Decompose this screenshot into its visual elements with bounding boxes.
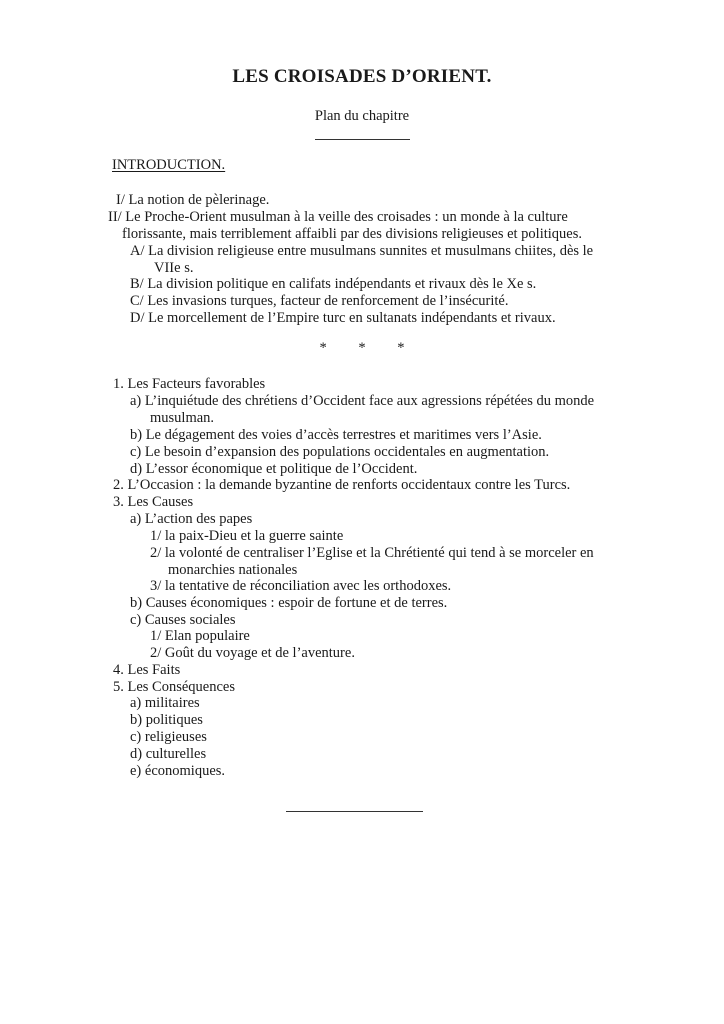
- outline-3a-3: 3/ la tentative de réconciliation avec les orthodoxes.: [150, 578, 452, 594]
- outline-5: 5. Les Conséquences: [113, 679, 236, 695]
- intro-item-2a-continuation: VIIe s.: [154, 260, 194, 276]
- intro-item-2a: A/ La division religieuse entre musulmans sunnites et musulmans chiites, dès le: [130, 243, 594, 259]
- outline-5e: e) économiques.: [130, 763, 226, 779]
- outline-3a-2: 2/ la volonté de centraliser l’Eglise et la Chrétienté qui tend à se morceler en: [150, 545, 594, 561]
- intro-item-2d: D/ Le morcellement de l’Empire turc en sultanats indépendants et rivaux.: [130, 310, 556, 326]
- outline-1c: c) Le besoin d’expansion des populations occidentales en augmentation.: [130, 444, 550, 460]
- outline-5b: b) politiques: [130, 712, 203, 728]
- document-subtitle: Plan du chapitre: [314, 108, 410, 124]
- outline-1a-continuation: musulman.: [150, 410, 215, 426]
- intro-item-2b: B/ La division politique en califats indépendants et rivaux dès le Xe s.: [130, 276, 537, 292]
- outline-1b: b) Le dégagement des voies d’accès terrestres et maritimes vers l’Asie.: [130, 427, 542, 443]
- outline-5c: c) religieuses: [130, 729, 207, 745]
- outline-3c: c) Causes sociales: [130, 612, 236, 628]
- outline-4: 4. Les Faits: [113, 662, 181, 678]
- outline-3a-2-continuation: monarchies nationales: [168, 562, 298, 578]
- outline-1a: a) L’inquiétude des chrétiens d’Occident face aux agressions répétées du monde: [130, 393, 595, 409]
- section-separator: * * *: [319, 340, 405, 356]
- outline-3c-2: 2/ Goût du voyage et de l’aventure.: [150, 645, 355, 661]
- outline-3: 3. Les Causes: [113, 494, 194, 510]
- outline-3b: b) Causes économiques : espoir de fortune et de terres.: [130, 595, 448, 611]
- intro-item-2-continuation: florissante, mais terriblement affaibli par des divisions religieuses et politiques.: [122, 226, 582, 242]
- introduction-heading: INTRODUCTION.: [112, 157, 226, 173]
- outline-3a-1: 1/ la paix-Dieu et la guerre sainte: [150, 528, 344, 544]
- intro-item-1: I/ La notion de pèlerinage.: [116, 192, 270, 208]
- intro-item-2c: C/ Les invasions turques, facteur de renforcement de l’insécurité.: [130, 293, 509, 309]
- intro-item-2: II/ Le Proche-Orient musulman à la veille des croisades : un monde à la culture: [108, 209, 568, 225]
- outline-1: 1. Les Facteurs favorables: [113, 376, 266, 392]
- outline-5a: a) militaires: [130, 695, 200, 711]
- subtitle-divider: [315, 139, 410, 140]
- outline-5d: d) culturelles: [130, 746, 207, 762]
- outline-3a: a) L’action des papes: [130, 511, 253, 527]
- document-title: LES CROISADES D’ORIENT.: [232, 66, 492, 87]
- outline-2: 2. L’Occasion : la demande byzantine de renforts occidentaux contre les Turcs.: [113, 477, 571, 493]
- footer-divider: [286, 811, 423, 812]
- outline-1d: d) L’essor économique et politique de l’Occident.: [130, 461, 418, 477]
- outline-3c-1: 1/ Elan populaire: [150, 628, 250, 644]
